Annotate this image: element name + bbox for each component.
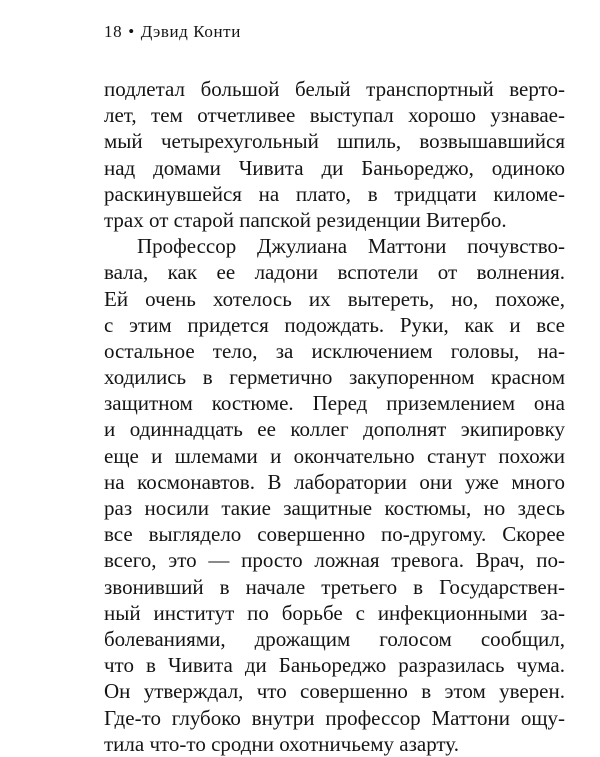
text-line: ный институт по борьбе с инфекционными за- (104, 600, 565, 625)
text-line: с этим придется подождать. Руки, как и все (104, 312, 565, 337)
text-line: и одиннадцать ее коллег дополнят экипировку (104, 417, 565, 442)
text-line: всего, это — просто ложная тревога. Врач, по- (104, 548, 565, 573)
text-line: что в Чивита ди Баньореджо разразилась чума. (104, 653, 565, 678)
text-line: Он утверждал, что совершенно в этом уверен. (104, 679, 565, 704)
text-line: все выглядело совершенно по-другому. Скорее (104, 522, 565, 547)
text-line: болеваниями, дрожащим голосом сообщил, (104, 626, 565, 651)
body-text (104, 76, 565, 757)
text-line: Где-то глубоко внутри профессор Маттони ощу- (104, 705, 565, 730)
text-line: звонивший в начале третьего в Государствен- (104, 574, 565, 599)
text-line: над домами Чивита ди Баньореджо, одиноко (104, 155, 565, 180)
text-line: вала, как ее ладони вспотели от волнения. (104, 260, 565, 285)
paragraph-2 (104, 233, 565, 757)
author-name: Дэвид Конти (140, 22, 241, 41)
text-line: подлетал большой белый транспортный верто- (104, 77, 565, 101)
text-line: остальное тело, за исключением головы, на- (104, 338, 565, 363)
text-line: мый четырехугольный шпиль, возвышавшийся (104, 129, 565, 154)
text-line: раз носили такие защитные костюмы, но здесь (104, 496, 565, 520)
text-line: раскинувшейся на плато, в тридцати киломе- (104, 181, 565, 206)
text-line: Ей очень хотелось их вытереть, но, похоже, (104, 286, 565, 311)
running-header (104, 22, 241, 42)
text-line: ходились в герметично закупоренном красном (104, 365, 565, 390)
text-line: еще и шлемами и окончательно станут похожи (104, 443, 565, 468)
text-line: тила что-то сродни охотничьему азарту. (104, 731, 459, 756)
text-line: Профессор Джулиана Маттони почувство- (137, 234, 565, 259)
text-line: на космонавтов. В лаборатории они уже много (104, 469, 565, 494)
text-line: трах от старой папской резиденции Витербо. (104, 207, 507, 232)
text-line: лет, тем отчетливее выступал хорошо узнавае- (104, 103, 565, 128)
paragraph-1 (104, 76, 565, 233)
header-separator: • (128, 22, 135, 41)
text-line: защитном костюме. Перед приземлением она (104, 391, 565, 416)
page-number: 18 (104, 22, 123, 41)
